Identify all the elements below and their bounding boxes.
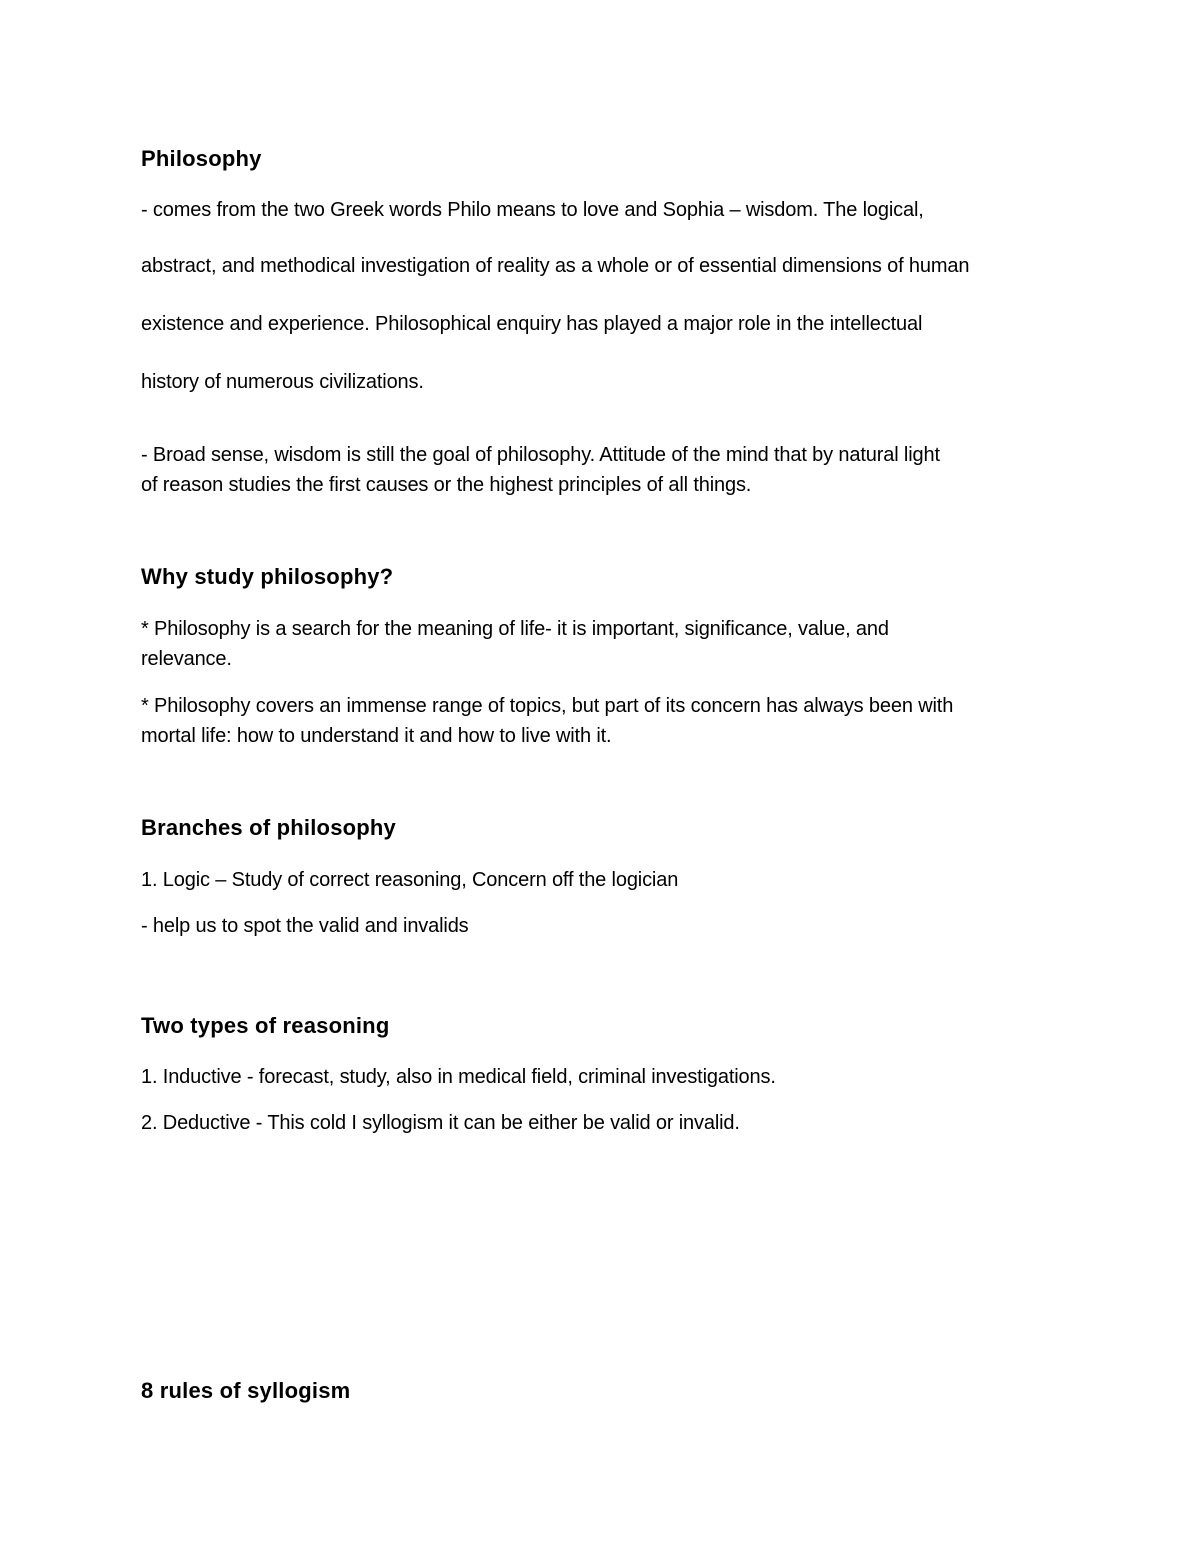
philosophy-broad-sense-line: of reason studies the first causes or the highest principles of all things.: [141, 474, 752, 496]
heading-rules-of-syllogism: 8 rules of syllogism: [141, 1378, 351, 1403]
reasoning-item-line: 1. Inductive - forecast, study, also in medical field, criminal investigations.: [141, 1066, 776, 1088]
philosophy-broad-sense-line: - Broad sense, wisdom is still the goal of philosophy. Attitude of the mind that by natural light: [141, 444, 940, 466]
why-study-item-line: * Philosophy is a search for the meaning of life- it is important, significance, value, and: [141, 618, 889, 640]
philosophy-definition-line: abstract, and methodical investigation of reality as a whole or of essential dimensions of human: [141, 255, 970, 277]
heading-philosophy: Philosophy: [141, 146, 262, 171]
reasoning-item-line: 2. Deductive - This cold I syllogism it can be either be valid or invalid.: [141, 1112, 740, 1134]
philosophy-definition-line: history of numerous civilizations.: [141, 371, 424, 393]
heading-branches: Branches of philosophy: [141, 815, 396, 840]
why-study-item-line: * Philosophy covers an immense range of topics, but part of its concern has always been with: [141, 695, 954, 717]
heading-two-types: Two types of reasoning: [141, 1013, 390, 1038]
why-study-item-line: relevance.: [141, 648, 232, 670]
branches-item-line: 1. Logic – Study of correct reasoning, Concern off the logician: [141, 869, 679, 891]
philosophy-definition-line: existence and experience. Philosophical enquiry has played a major role in the intellectual: [141, 313, 923, 335]
philosophy-definition-line: - comes from the two Greek words Philo means to love and Sophia – wisdom. The logical,: [141, 199, 924, 221]
heading-why-study: Why study philosophy?: [141, 564, 394, 589]
why-study-item-line: mortal life: how to understand it and how to live with it.: [141, 725, 612, 747]
branches-item-line: - help us to spot the valid and invalids: [141, 915, 469, 937]
